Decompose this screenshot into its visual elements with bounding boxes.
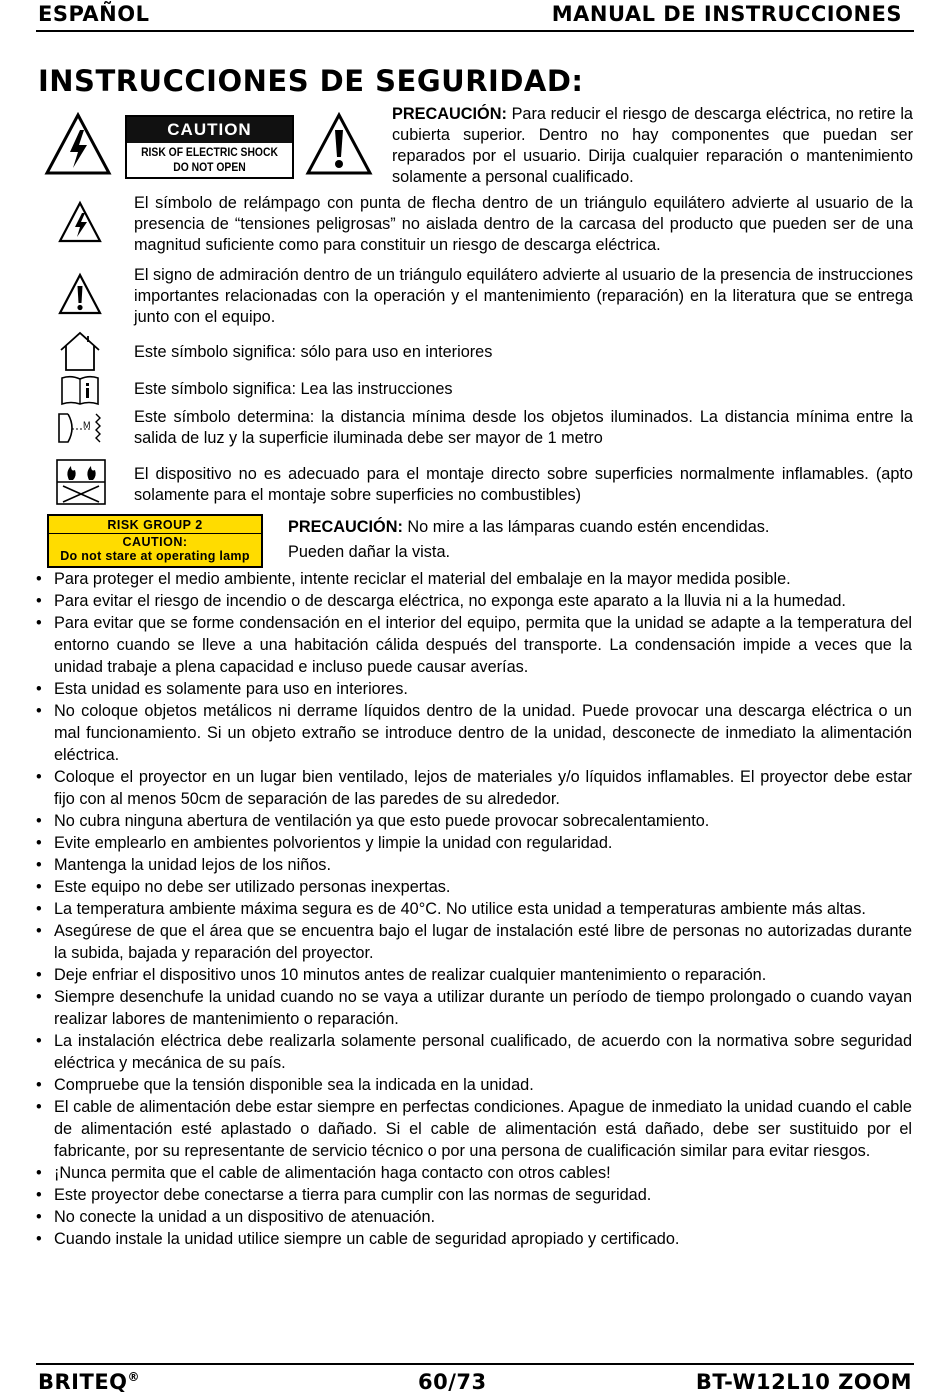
bullet-item: • Siempre desenchufe la unidad cuando no se vaya a utilizar durante un período de tiempo prolongado o cuando vayan realizar labores de mantenimiento o reparación. (36, 986, 912, 1030)
bullet-item: • Esta unidad es solamente para uso en interiores. (36, 678, 912, 700)
minimum-distance-icon (56, 410, 106, 446)
precaution-lamp-label: PRECAUCIÓN: (288, 518, 403, 536)
bullet-item: • Evite emplearlo en ambientes polvorientos y limpie la unidad con regularidad. (36, 832, 912, 854)
precaution-top (392, 104, 913, 188)
risk-group-line3: Do not stare at operating lamp (60, 549, 250, 563)
caution-label-top: CAUTION (127, 117, 292, 143)
precaution-lamp-line2: Pueden dañar la vista. (288, 543, 451, 561)
footer-registered-mark: ® (127, 1370, 141, 1384)
precaution-lamp (288, 517, 908, 538)
symbol-text-lightning: El símbolo de relámpago con punta de flecha dentro de un triángulo equilátero advierte al usuario de la presencia de “tensiones peligrosas” no aislada dentro de la carcasa del producto que pueden ser de una magnitud suficiente como para constituir un riesgo de descarga eléctrica. (134, 194, 913, 254)
bullet-item: • La instalación eléctrica debe realizarla solamente personal cualificado, de acuerdo con la normativa sobre seguridad eléctrica y mecánica de su país. (36, 1030, 912, 1074)
risk-group-line1: RISK GROUP 2 (107, 518, 203, 532)
caution-label (125, 115, 294, 179)
caution-label-line1: RISK OF ELECTRIC SHOCK (141, 147, 278, 159)
read-instructions-icon (58, 374, 102, 406)
bullet-item: • Deje enfriar el dispositivo unos 10 minutos antes de realizar cualquier mantenimiento o reparación. (36, 964, 912, 986)
bullet-item: • Mantenga la unidad lejos de los niños. (36, 854, 912, 876)
exclamation-triangle-icon (58, 272, 102, 316)
bullet-item: • Para evitar que se forme condensación en el interior del equipo, permita que la unidad se adapte a la temperatura del entorno cuando se lleve a una habitación cálida después del transporte. La condensación impide a veces que la unidad trabaje a plena capacidad e incluso puede causar averías. (36, 612, 912, 678)
bullet-item: • Compruebe que la tensión disponible sea la indicada en la unidad. (36, 1074, 912, 1096)
header-rule (36, 30, 914, 32)
symbol-text-distance: Este símbolo determina: la distancia mínima desde los objetos iluminados. La distancia mínima entre la salida de luz y la superficie iluminada debe ser mayor de 1 metro (134, 408, 913, 447)
bullet-item: • No conecte la unidad a un dispositivo de atenuación. (36, 1206, 912, 1228)
header-language: ESPAÑOL (38, 2, 150, 26)
symbol-text-exclamation: El signo de admiración dentro de un triángulo equilátero advierte al usuario de la presencia de instrucciones importantes relacionadas con la operación y el mantenimiento (reparación) en la literatura que se entrega junto con el equipo. (134, 266, 913, 326)
bullet-item: • Cuando instale la unidad utilice siempre un cable de seguridad apropiado y certificado. (36, 1228, 912, 1250)
minimum-distance-icon-label: M (83, 420, 91, 430)
footer-page-number: 60/73 (418, 1370, 487, 1394)
risk-group-line2: CAUTION: (122, 535, 188, 549)
precaution-lamp-text: No mire a las lámparas cuando estén encendidas. (402, 518, 770, 536)
header-manual-title: MANUAL DE INSTRUCCIONES (551, 2, 902, 26)
precaution-top-text: Para reducir el riesgo de descarga eléctrica, no retire la cubierta superior. Dentro no hay componentes que puedan ser reparados por el usuario. Dirija cualquier reparación o mantenimiento solamente a personal cualificado. (392, 105, 913, 186)
bullet-item: • El cable de alimentación debe estar siempre en perfectas condiciones. Apague de inmediato la unidad cuando el cable de alimentación esté aplastado o dañado. Si el cable de alimentación está dañado, debe ser sustituido por el fabricante, por su representante de servicio técnico o por una persona de cualificación similar para evitar riesgos. (36, 1096, 912, 1162)
bullet-item: • Asegúrese de que el área que se encuentra bajo el lugar de instalación esté libre de personas no autorizadas durante la subida, bajada y reparación del proyector. (36, 920, 912, 964)
bullet-item: • La temperatura ambiente máxima segura es de 40°C. No utilice esta unidad a temperaturas ambiente más altas. (36, 898, 912, 920)
risk-group-label (47, 514, 263, 568)
symbol-text-read: Este símbolo significa: Lea las instrucciones (134, 380, 453, 398)
footer-model: BT-W12L10 ZOOM (695, 1370, 912, 1394)
bullet-item: • ¡Nunca permita que el cable de alimentación haga contacto con otros cables! (36, 1162, 912, 1184)
bullet-item: • No cubra ninguna abertura de ventilación ya que esto puede provocar sobrecalentamiento. (36, 810, 912, 832)
exclamation-triangle-icon (305, 112, 373, 176)
lightning-triangle-icon (44, 112, 112, 176)
page-title: INSTRUCCIONES DE SEGURIDAD: (38, 64, 584, 98)
bullet-item: • Para proteger el medio ambiente, intente reciclar el material del embalaje en la mayor medida posible. (36, 568, 912, 590)
bullet-item: • Este proyector debe conectarse a tierra para cumplir con las normas de seguridad. (36, 1184, 912, 1206)
footer-rule (36, 1363, 914, 1365)
caution-label-line2: DO NOT OPEN (173, 162, 246, 174)
bullet-item: • Este equipo no debe ser utilizado personas inexpertas. (36, 876, 912, 898)
bullet-item: • No coloque objetos metálicos ni derrame líquidos dentro de la unidad. Puede provocar una descarga eléctrica o un mal funcionamiento. Si un objeto extraño se introduce dentro de la unidad, desconecte de inmediato la alimentación eléctrica. (36, 700, 912, 766)
precaution-top-label: PRECAUCIÓN: (392, 105, 507, 123)
bullet-item: • Para evitar el riesgo de incendio o de descarga eléctrica, no exponga este aparato a la lluvia ni a la humedad. (36, 590, 912, 612)
footer-brand (38, 1370, 140, 1394)
symbol-text-flammable: El dispositivo no es adecuado para el montaje directo sobre superficies normalmente inflamables. (apto solamente para el montaje sobre superficies no combustibles) (134, 465, 913, 504)
symbol-text-indoor: Este símbolo significa: sólo para uso en interiores (134, 343, 493, 361)
safety-bullet-list (36, 568, 912, 1250)
bullet-item: • Coloque el proyector en un lugar bien ventilado, lejos de materiales y/o líquidos inflamables. El proyector debe estar fijo con al menos 50cm de separación de las paredes de su alrededor. (36, 766, 912, 810)
footer-brand-name: BRITEQ (38, 1370, 128, 1394)
lightning-triangle-icon (58, 200, 102, 244)
indoor-house-icon (58, 330, 102, 372)
no-flammable-surface-icon (55, 458, 107, 506)
